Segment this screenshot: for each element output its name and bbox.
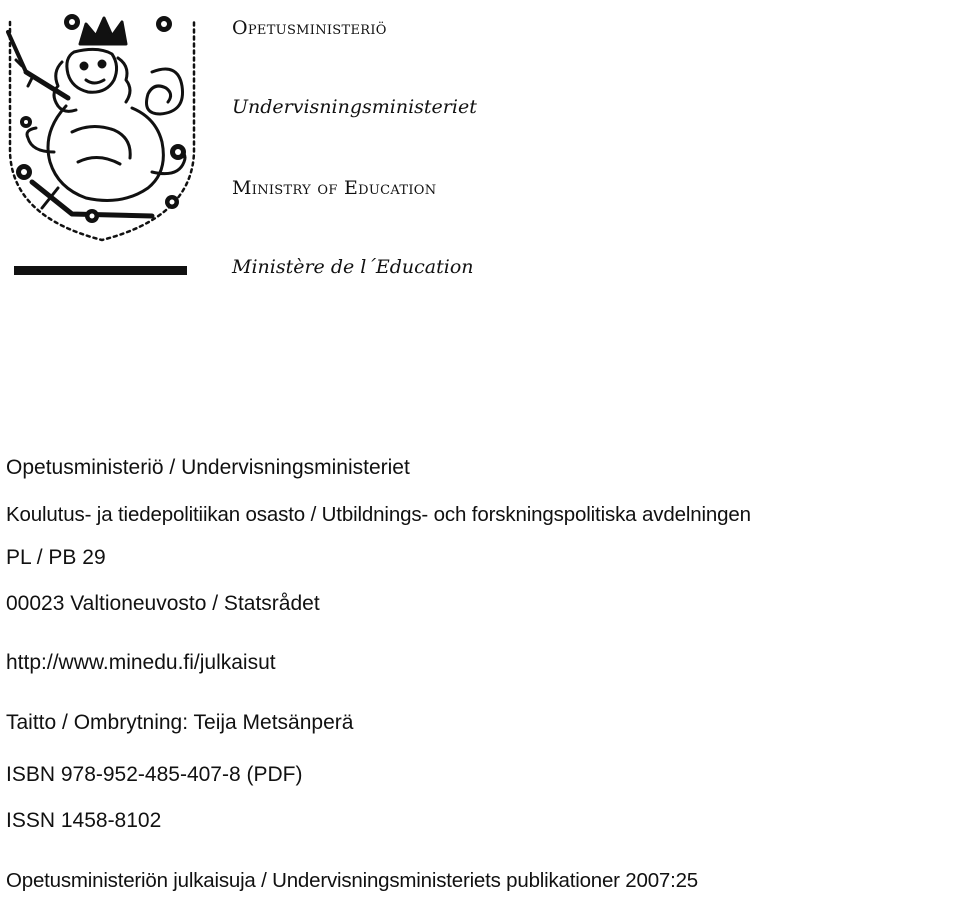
layout-credit-line: Taitto / Ombrytning: Teija Metsänperä <box>6 711 354 734</box>
publisher-line: Opetusministeriö / Undervisningsministeriet <box>6 456 410 479</box>
ministry-name-en: Ministry of Education <box>232 177 437 199</box>
ministry-name-sv: Undervisningsministeriet <box>232 96 477 118</box>
issn-line: ISSN 1458-8102 <box>6 809 162 832</box>
isbn-line: ISBN 978-952-485-407-8 (PDF) <box>6 763 303 786</box>
website-url[interactable]: http://www.minedu.fi/julkaisut <box>6 651 276 674</box>
ministry-name-fr: Ministère de l´Education <box>232 256 474 278</box>
postal-address-line: 00023 Valtioneuvosto / Statsrådet <box>6 592 320 615</box>
coat-of-arms-icon <box>2 2 202 246</box>
ministry-name-fi: Opetusministeriö <box>232 17 387 39</box>
po-box-line: PL / PB 29 <box>6 546 106 569</box>
department-line: Koulutus- ja tiedepolitiikan osasto / Utbildnings- och forskningspolitiska avdelningen <box>6 503 751 526</box>
header-rule <box>14 266 187 275</box>
series-line: Opetusministeriön julkaisuja / Undervisningsministeriets publikationer 2007:25 <box>6 869 699 892</box>
